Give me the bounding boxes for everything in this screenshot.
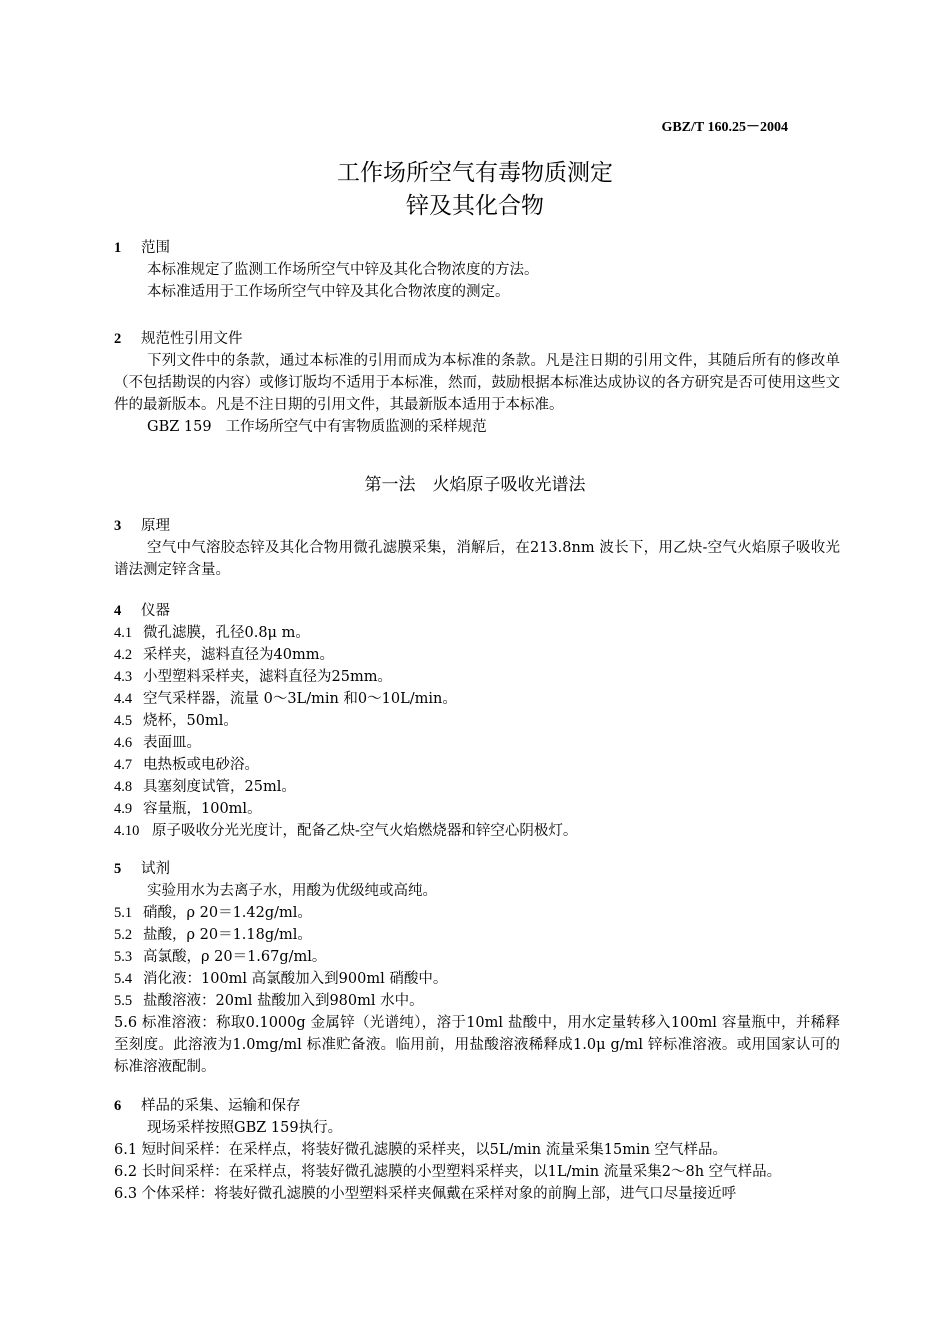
standard-code: GBZ/T 160.25－2004 (661, 120, 788, 135)
list-item (114, 924, 840, 946)
item-text: 微孔滤膜，孔径0.8μ m。 (143, 625, 310, 641)
item-number: 5.4 (114, 971, 133, 987)
item-text: 具塞刻度试管，25ml。 (143, 779, 296, 795)
section-references (114, 328, 840, 438)
paragraph: 本标准适用于工作场所空气中锌及其化合物浓度的测定。 (147, 284, 510, 300)
item-number: 4.5 (114, 713, 133, 729)
paragraph: 现场采样按照GBZ 159执行。 (147, 1120, 343, 1136)
section-number: 4 (114, 603, 122, 619)
section-number: 3 (114, 518, 122, 534)
item-number: 5.3 (114, 949, 133, 965)
list-item (114, 644, 840, 666)
list-item: 6.3 个体采样：将装好微孔滤膜的小型塑料采样夹佩戴在采样对象的前胸上部，进气口尽量接近呼 (114, 1186, 737, 1202)
section-sampling (114, 1095, 840, 1205)
item-number: 4.7 (114, 757, 133, 773)
item-number: 4.1 (114, 625, 133, 641)
item-number: 4.8 (114, 779, 133, 795)
section-heading: 范围 (141, 240, 170, 256)
list-item (114, 732, 840, 754)
reference-title: 工作场所空气中有害物质监测的采样规范 (225, 419, 487, 435)
item-text: 盐酸，ρ 20＝1.18g/ml。 (143, 927, 312, 943)
item-text: 表面皿。 (143, 735, 201, 751)
list-item (114, 968, 840, 990)
item-number: 5.5 (114, 993, 133, 1009)
item-text: 烧杯，50ml。 (143, 713, 238, 729)
item-number: 4.10 (114, 823, 140, 839)
item-text: 电热板或电砂浴。 (143, 757, 259, 773)
item-number: 5.2 (114, 927, 133, 943)
item-number: 4.3 (114, 669, 133, 685)
section-apparatus (114, 600, 840, 842)
document-subtitle: 锌及其化合物 (406, 193, 544, 219)
list-item (114, 902, 840, 924)
reference-entry (114, 416, 840, 438)
section-heading: 仪器 (141, 603, 170, 619)
item-number: 4.4 (114, 691, 133, 707)
list-item (114, 754, 840, 776)
section-heading: 原理 (141, 518, 170, 534)
section-number: 6 (114, 1098, 122, 1114)
item-text: 小型塑料采样夹，滤料直径为25mm。 (143, 669, 392, 685)
list-item (114, 666, 840, 688)
section-heading: 样品的采集、运输和保存 (141, 1098, 301, 1114)
item-text: 高氯酸，ρ 20＝1.67g/ml。 (143, 949, 327, 965)
section-reagents (114, 858, 840, 1078)
list-item (114, 622, 840, 644)
paragraph: 空气中气溶胶态锌及其化合物用微孔滤膜采集，消解后，在213.8nm 波长下，用乙炔-空气火焰原子吸收光谱法测定锌含量。 (114, 540, 840, 578)
paragraph: 本标准规定了监测工作场所空气中锌及其化合物浓度的方法。 (147, 262, 539, 278)
list-item: 5.6 标准溶液：称取0.1000g 金属锌（光谱纯），溶于10ml 盐酸中，用水定量转移入100ml 容量瓶中，并稀释至刻度。此溶液为1.0mg/ml 标准贮备液。临用前，用盐酸溶液稀释成1.0μ g/ml 锌标准溶液。或用国家认可的标准溶液配制。 (114, 1015, 840, 1075)
section-scope (114, 237, 840, 303)
item-text: 硝酸，ρ 20＝1.42g/ml。 (143, 905, 312, 921)
section-heading: 试剂 (141, 861, 170, 877)
paragraph: 下列文件中的条款，通过本标准的引用而成为本标准的条款。凡是注日期的引用文件，其随后所有的修改单（不包括勘误的内容）或修订版均不适用于本标准，然而，鼓励根据本标准达成协议的各方研究是否可使用这些文件的最新版本。凡是不注日期的引用文件，其最新版本适用于本标准。 (114, 353, 840, 413)
list-item (114, 710, 840, 732)
document-title: 工作场所空气有毒物质测定 (337, 160, 613, 186)
item-text: 空气采样器，流量 0～3L/min 和0～10L/min。 (143, 691, 457, 707)
section-number: 1 (114, 240, 122, 256)
item-number: 5.1 (114, 905, 133, 921)
reference-code: GBZ 159 (147, 419, 212, 435)
paragraph: 实验用水为去离子水，用酸为优级纯或高纯。 (147, 883, 437, 899)
list-item (114, 990, 840, 1012)
section-number: 5 (114, 861, 122, 877)
item-text: 容量瓶，100ml。 (143, 801, 262, 817)
item-text: 采样夹，滤料直径为40mm。 (143, 647, 334, 663)
method-heading: 第一法 火焰原子吸收光谱法 (364, 475, 586, 495)
list-item (114, 798, 840, 820)
list-item (114, 820, 840, 842)
list-item: 6.2 长时间采样：在采样点，将装好微孔滤膜的小型塑料采样夹，以1L/min 流量采集2～8h 空气样品。 (114, 1164, 782, 1180)
list-item (114, 946, 840, 968)
item-text: 消化液：100ml 高氯酸加入到900ml 硝酸中。 (143, 971, 448, 987)
section-heading: 规范性引用文件 (141, 331, 243, 347)
item-number: 4.9 (114, 801, 133, 817)
item-text: 原子吸收分光光度计，配备乙炔-空气火焰燃烧器和锌空心阴极灯。 (152, 823, 578, 839)
item-number: 4.2 (114, 647, 133, 663)
list-item: 6.1 短时间采样：在采样点，将装好微孔滤膜的采样夹，以5L/min 流量采集15min 空气样品。 (114, 1142, 728, 1158)
section-principle (114, 515, 840, 581)
item-text: 盐酸溶液：20ml 盐酸加入到980ml 水中。 (143, 993, 424, 1009)
section-number: 2 (114, 331, 122, 347)
item-number: 4.6 (114, 735, 133, 751)
list-item (114, 776, 840, 798)
list-item (114, 688, 840, 710)
